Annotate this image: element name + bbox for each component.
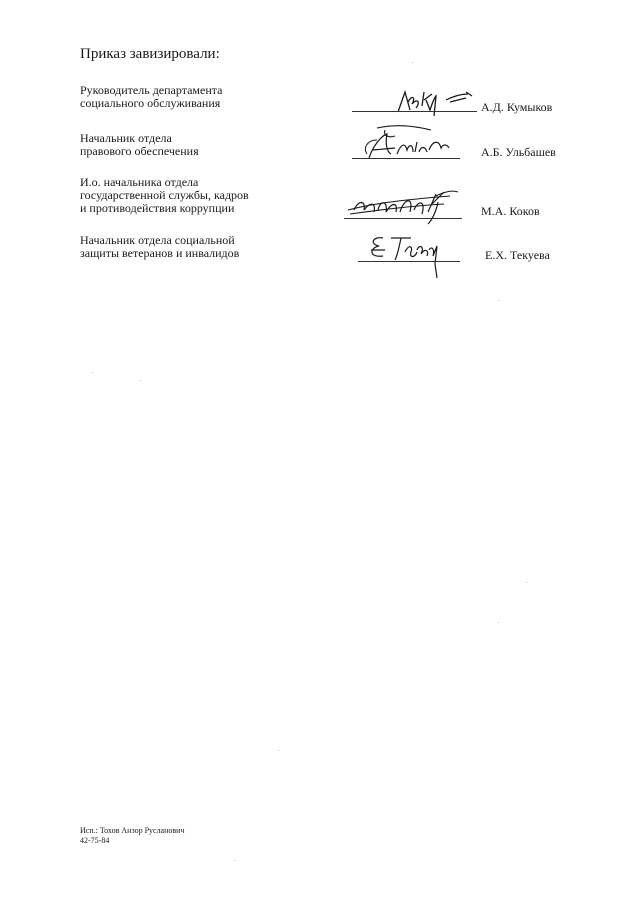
approver-position [80, 234, 350, 260]
approver-position [80, 84, 350, 110]
signature-line [352, 111, 477, 112]
approver-position [80, 176, 350, 215]
signature-kumykov [350, 84, 490, 118]
position-line: социального обслуживания [80, 96, 221, 110]
position-line: и противодействия коррупции [80, 201, 235, 215]
position-line: защиты ветеранов и инвалидов [80, 246, 240, 260]
position-line: Руководитель департамента [80, 83, 223, 97]
signature-tekueva [355, 228, 455, 282]
scan-speck [234, 860, 235, 861]
approval-heading: Приказ завизировали: [80, 46, 220, 62]
scan-speck [278, 750, 279, 751]
approver-name: А.Б. Ульбашев [481, 145, 556, 159]
scan-speck [92, 372, 93, 373]
position-line: государственной службы, кадров [80, 188, 249, 202]
position-line: Начальник отдела [80, 131, 172, 145]
scan-speck [498, 300, 499, 301]
position-line: Начальник отдела социальной [80, 233, 235, 247]
approver-name: М.А. Коков [481, 204, 540, 218]
scan-speck [140, 380, 141, 381]
signature-line [344, 218, 462, 219]
executor-name: Исп.: Тохов Анзор Русланович [80, 826, 185, 835]
approver-position [80, 132, 350, 158]
scan-speck [412, 62, 413, 63]
scan-speck [526, 582, 527, 583]
scan-speck [498, 622, 499, 623]
position-line: правового обеспечения [80, 144, 199, 158]
approver-name: Е.Х. Текуева [485, 248, 550, 262]
signature-line [358, 261, 460, 262]
position-line: И.о. начальника отдела [80, 175, 199, 189]
executor-phone: 42-75-84 [80, 836, 110, 845]
signature-kokov [340, 184, 470, 228]
approver-name: А.Д. Кумыков [481, 100, 553, 114]
executor-footer [80, 826, 184, 846]
signature-line [352, 158, 460, 159]
